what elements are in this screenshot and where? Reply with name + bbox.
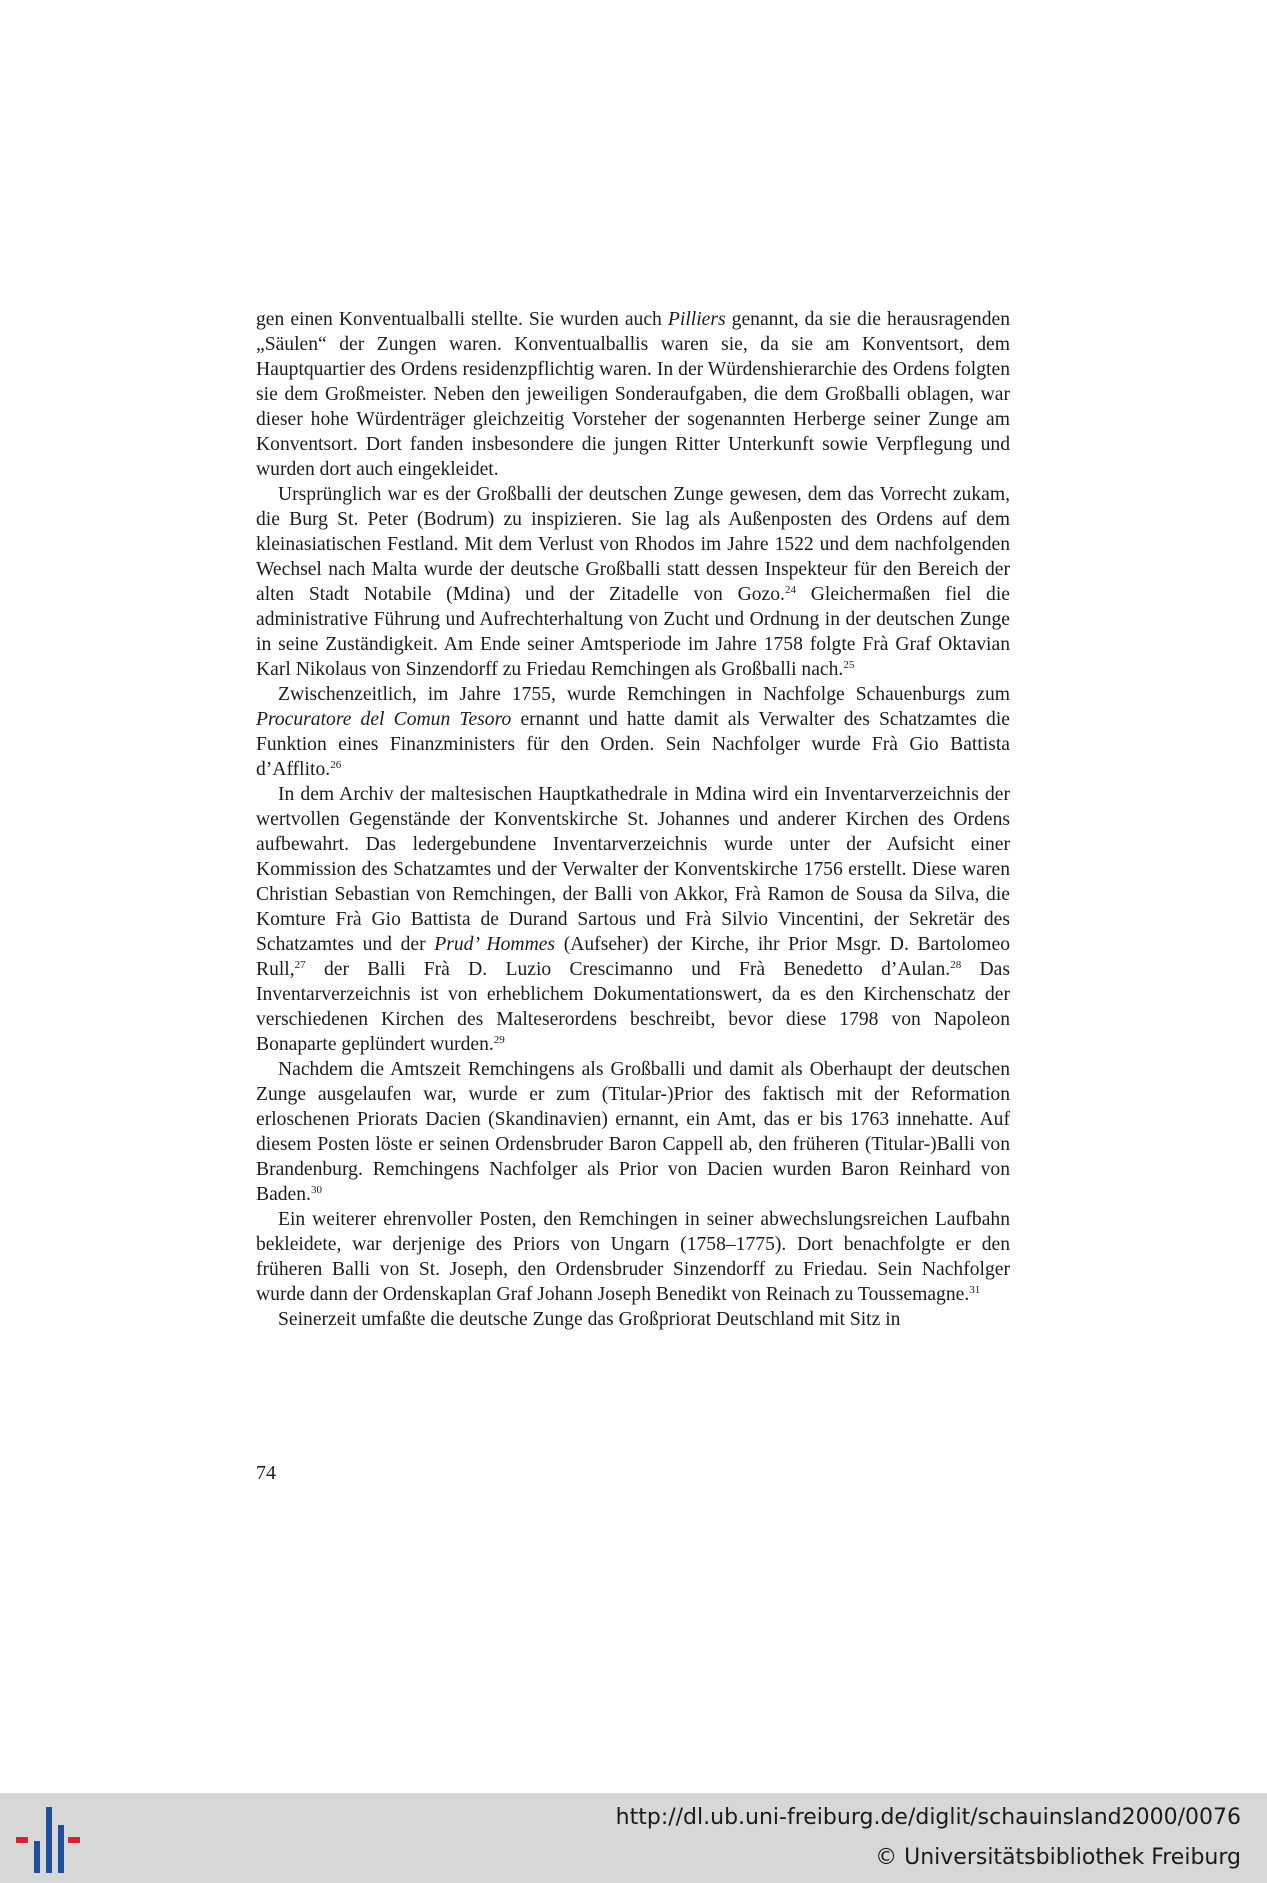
footer-copyright: © Universitätsbibliothek Freiburg xyxy=(875,1845,1241,1870)
footer-url-link[interactable]: http://dl.ub.uni-freiburg.de/diglit/schauinsland2000/0076 xyxy=(615,1805,1241,1830)
ub-freiburg-logo-icon xyxy=(16,1807,80,1873)
page-number: 74 xyxy=(256,1462,276,1484)
footnote-ref: 29 xyxy=(493,1034,505,1046)
footnote-ref: 30 xyxy=(310,1184,322,1196)
footnote-ref: 25 xyxy=(843,659,855,671)
paragraph: Ursprünglich war es der Großballi der deutschen Zunge gewesen, dem das Vorrecht zukam, die Burg St. Peter (Bodrum) zu inspizieren. Sie lag als Außenposten des Ordens auf dem kleinasiatischen Festland. Mit dem Verlust von Rhodos im Jahre 1522 und dem nachfolgenden Wechsel nach Malta wurde der deutsche Großballi statt dessen Inspekteur für den Bereich der alten Stadt Notabile (Mdina) und der Zitadelle von Gozo.$^{24}$ Gleichermaßen fiel die administrative Führung und Aufrechterhaltung von Zucht und Ordnung in der deutschen Zunge in seine Zuständigkeit. Am Ende seiner Amtsperiode im Jahre 1758 folgte Frà Graf Oktavian Karl Nikolaus von Sinzendorff zu Friedau Remchingen als Großballi nach.$^{25}$ xyxy=(256,484,1010,680)
paragraph: Ein weiterer ehrenvoller Posten, den Remchingen in seiner abwechslungsreichen Laufbahn bekleidete, war derjenige des Priors von Ungarn (1758–1775). Dort benachfolgte er den früheren Balli von St. Joseph, den Ordensbruder Sinzendorff zu Friedau. Sein Nachfolger wurde dann der Ordenskaplan Graf Johann Joseph Benedikt von Reinach zu Toussemagne.$^{31}$ xyxy=(256,1209,1010,1305)
paragraph: Nachdem die Amtszeit Remchingens als Großballi und damit als Oberhaupt der deutschen Zunge ausgelaufen war, wurde er zum (Titular-)Prior des faktisch mit der Reformation erloschenen Priorats Dacien (Skandinavien) ernannt, ein Amt, das er bis 1763 innehatte. Auf diesem Posten löste er seinen Ordensbruder Baron Cappell ab, den früheren (Titular-)Balli von Brandenburg. Remchingens Nachfolger als Prior von Dacien wurden Baron Reinhard von Baden.$^{30}$ xyxy=(256,1059,1010,1205)
paragraph: Zwischenzeitlich, im Jahre 1755, wurde Remchingen in Nachfolge Schauenburgs zum Procuratore del Comun Tesoro ernannt und hatte damit als Verwalter des Schatzamtes die Funktion eines Finanzministers für den Orden. Sein Nachfolger wurde Frà Gio Battista d’Afflito.$^{26}$ xyxy=(256,684,1010,780)
footer-bar xyxy=(0,1793,1267,1883)
footnote-ref: 26 xyxy=(330,759,342,771)
body-text xyxy=(256,307,1010,1332)
paragraph: Seinerzeit umfaßte die deutsche Zunge das Großpriorat Deutschland mit Sitz in xyxy=(278,1309,901,1330)
footnote-ref: 27 xyxy=(294,959,306,971)
footnote-ref: 31 xyxy=(969,1284,981,1296)
paragraph: gen einen Konventualballi stellte. Sie wurden auch Pilliers genannt, da sie die herausragenden „Säulen“ der Zungen waren. Konventualballis waren sie, da sie am Konventsort, dem Hauptquartier des Ordens residenzpflichtig waren. In der Würdenshierarchie des Ordens folgten sie dem Großmeister. Neben den jeweiligen Sonderaufgaben, die dem Großballi oblagen, war dieser hohe Würdenträger gleichzeitig Vorsteher der sogenannten Herberge seiner Zunge am Konventsort. Dort fanden insbesondere die jungen Ritter Unterkunft sowie Verpflegung und wurden dort auch eingekleidet. xyxy=(256,309,1010,480)
footnote-ref: 28 xyxy=(950,959,962,971)
footnote-ref: 24 xyxy=(784,584,796,596)
italic-term: Pilliers xyxy=(667,309,726,330)
paragraph: In dem Archiv der maltesischen Hauptkathedrale in Mdina wird ein Inventarverzeichnis der wertvollen Gegenstände der Konventskirche St. Johannes und anderer Kirchen des Ordens aufbewahrt. Das ledergebundene Inventarverzeichnis wurde unter der Aufsicht einer Kommission des Schatzamtes und der Verwalter der Konventskirche 1756 erstellt. Diese waren Christian Sebastian von Remchingen, der Balli von Akkor, Frà Ramon de Sousa da Silva, die Komture Frà Gio Battista de Durand Sartous und Frà Silvio Vincentini, der Sekretär des Schatzamtes und der Prud’ Hommes (Aufseher) der Kirche, ihr Prior Msgr. D. Bartolomeo Rull,$^{27}$ der Balli Frà D. Luzio Crescimanno und Frà Benedetto d’Aulan.$^{28}$ Das Inventarverzeichnis ist von erheblichem Dokumentationswert, da es den Kirchenschatz der verschiedenen Kirchen des Malteserordens beschreibt, bevor diese 1798 von Napoleon Bonaparte geplündert wurden.$^{29}$ xyxy=(256,784,1011,1055)
italic-term: Procuratore del Comun Tesoro xyxy=(256,709,512,730)
italic-term: Prud’ Hommes xyxy=(434,934,556,955)
